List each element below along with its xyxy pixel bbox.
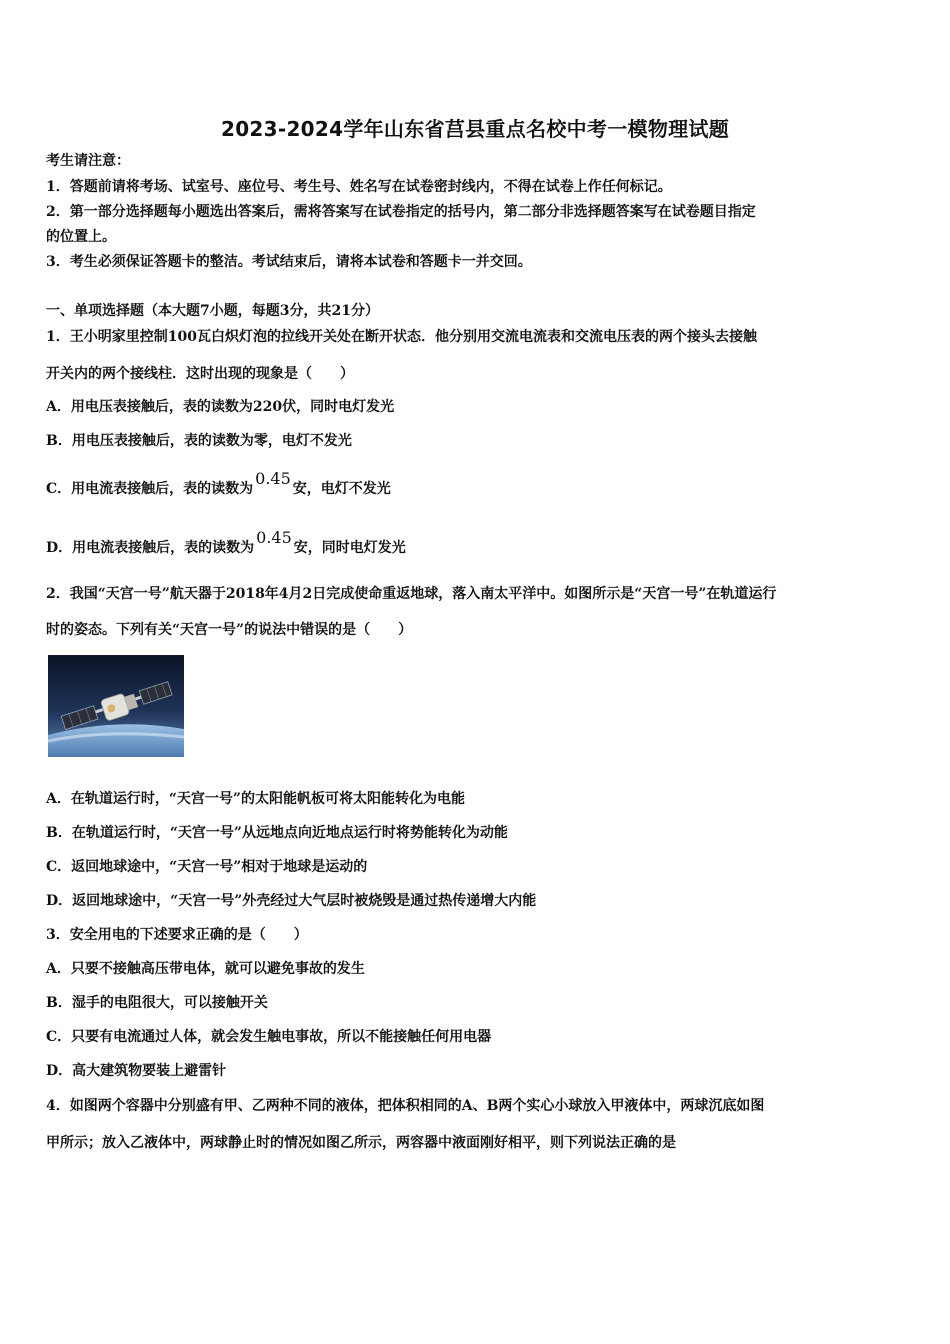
- question-3-stem: 3．安全用电的下述要求正确的是（ ）: [46, 927, 308, 943]
- question-1-stem-cont: 开关内的两个接线柱．这时出现的现象是（ ）: [46, 366, 354, 382]
- question-3-option-b: B．湿手的电阻很大，可以接触开关: [46, 995, 268, 1011]
- question-3-option-d: D．高大建筑物要装上避雷针: [46, 1063, 227, 1079]
- option-d-unit: 安，同时电灯发光: [293, 540, 406, 556]
- question-2-option-c: C．返回地球途中，“天宫一号”相对于地球是运动的: [46, 859, 368, 875]
- section-heading: 一、单项选择题（本大题7小题，每题3分，共21分）: [46, 303, 379, 319]
- question-2-option-a: A．在轨道运行时，“天宫一号”的太阳能帆板可将太阳能转化为电能: [46, 791, 465, 807]
- question-3-option-c: C．只要有电流通过人体，就会发生触电事故，所以不能接触任何用电器: [46, 1029, 492, 1045]
- question-2-stem: 2．我国“天宫一号”航天器于2018年4月2日完成使命重返地球，落入南太平洋中。如图所示是“天宫一号”在轨道运行: [46, 586, 777, 602]
- option-c-unit: 安，电灯不发光: [292, 481, 391, 497]
- question-2-option-b: B．在轨道运行时，“天宫一号”从远地点向近地点运行时将势能转化为动能: [46, 825, 508, 841]
- question-3-option-a: A．只要不接触高压带电体，就可以避免事故的发生: [46, 961, 365, 977]
- option-d-text: D．用电流表接触后，表的读数为: [46, 540, 255, 556]
- question-1-option-b: B．用电压表接触后，表的读数为零，电灯不发光: [46, 433, 352, 449]
- question-4-stem-cont: 甲所示；放入乙液体中，两球静止时的情况如图乙所示，两容器中液面刚好相平，则下列说法正确的是: [46, 1135, 676, 1151]
- question-2-stem-cont: 时的姿态。下列有关“天宫一号”的说法中错误的是（ ）: [46, 622, 413, 638]
- option-d-value: 0.45: [256, 528, 292, 547]
- notice-item: 的位置上。: [46, 229, 116, 245]
- question-1-option-a: A．用电压表接触后，表的读数为220伏，同时电灯发光: [46, 399, 395, 415]
- question-4-stem: 4．如图两个容器中分别盛有甲、乙两种不同的液体，把体积相同的A、B两个实心小球放入甲液体中，两球沉底如图: [46, 1098, 765, 1114]
- question-1-stem: 1．王小明家里控制100瓦白炽灯泡的拉线开关处在断开状态．他分别用交流电流表和交流电压表的两个接头去接触: [46, 329, 757, 345]
- question-1-option-d: [46, 528, 406, 557]
- notice-item: 3．考生必须保证答题卡的整洁。考试结束后，请将本试卷和答题卡一并交回。: [46, 254, 532, 270]
- question-2-option-d: D．返回地球途中，“天宫一号”外壳经过大气层时被烧毁是通过热传递增大内能: [46, 893, 537, 909]
- space-station-illustration: [48, 655, 184, 757]
- option-c-text: C．用电流表接触后，表的读数为: [46, 481, 254, 497]
- space-station-photo: [48, 655, 184, 757]
- option-c-value: 0.45: [255, 469, 291, 488]
- question-1-option-c: [46, 469, 391, 498]
- page-title: 2023-2024学年山东省莒县重点名校中考一模物理试题: [220, 117, 730, 141]
- notice-item: 2．第一部分选择题每小题选出答案后，需将答案写在试卷指定的括号内，第二部分非选择题答案写在试卷题目指定: [46, 204, 756, 220]
- notice-heading: 考生请注意：: [46, 153, 130, 169]
- notice-item: 1．答题前请将考场、试室号、座位号、考生号、姓名写在试卷密封线内，不得在试卷上作任何标记。: [46, 179, 672, 195]
